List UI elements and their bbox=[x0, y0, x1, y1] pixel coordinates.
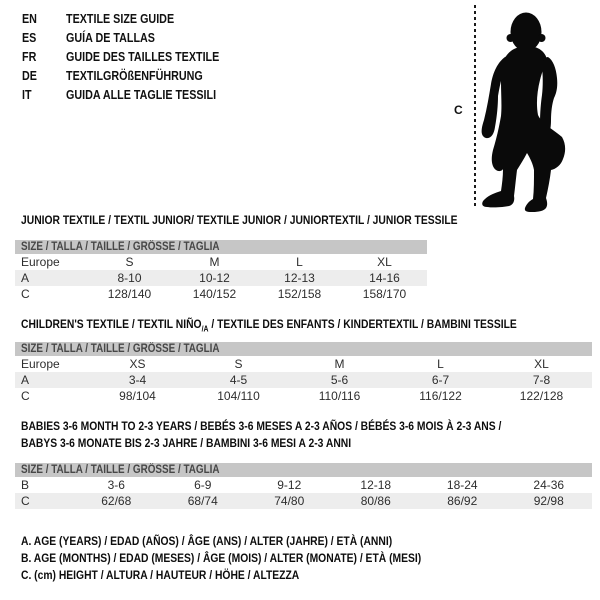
legend-line-b: B. AGE (MONTHS) / EDAD (MESES) / ÂGE (MOIS) / ALTER (MONATE) / ETÀ (MESI) bbox=[21, 551, 422, 565]
nino-a-subscript: /A bbox=[201, 324, 209, 334]
table-cell: XL bbox=[534, 357, 549, 371]
size-table-children bbox=[15, 342, 592, 404]
table-cell: S bbox=[234, 357, 243, 371]
baby-silhouette-icon bbox=[478, 0, 600, 215]
table-cell: 14-16 bbox=[369, 271, 400, 285]
section-title-babies: BABIES 3-6 MONTH TO 2-3 YEARS / BEBÉS 3-6 MESES A 2-3 AÑOS / BÉBÉS 3-6 MOIS À 2-3 ANS / BABYS 3-6 MONATE BIS 2-3 JAHRE / BAMBINI 3-6 MESI A 2-3 ANNI bbox=[21, 419, 502, 450]
table-cell: 10-12 bbox=[199, 271, 230, 285]
language-title-block bbox=[22, 9, 244, 104]
language-title: GUIDA ALLE TAGLIE TESSILI bbox=[66, 87, 217, 102]
table-cell: 6-9 bbox=[194, 478, 212, 492]
table-cell: 122/128 bbox=[519, 389, 564, 403]
table-cell: 6-7 bbox=[431, 373, 450, 387]
language-title: TEXTILE SIZE GUIDE bbox=[66, 11, 175, 26]
table-cell: 98/104 bbox=[119, 389, 156, 403]
row-label: C bbox=[21, 287, 30, 301]
language-row bbox=[22, 85, 244, 104]
table-cell: 116/122 bbox=[419, 389, 462, 403]
table-cell: 12-18 bbox=[360, 478, 392, 492]
language-code: IT bbox=[22, 87, 32, 102]
table-row bbox=[15, 477, 592, 493]
table-cell: 62/68 bbox=[101, 494, 132, 508]
table-cell: L bbox=[437, 357, 444, 371]
table-row bbox=[15, 388, 592, 404]
row-label: A bbox=[21, 271, 30, 285]
table-cell: 3-4 bbox=[128, 373, 147, 387]
language-title: GUIDE DES TAILLES TEXTILE bbox=[66, 49, 220, 64]
table-cell: L bbox=[296, 255, 303, 269]
table-cell: 86/92 bbox=[447, 494, 478, 508]
language-row bbox=[22, 28, 244, 47]
row-label: B bbox=[21, 478, 30, 492]
table-cell: 5-6 bbox=[330, 373, 349, 387]
row-label: C bbox=[21, 389, 30, 403]
size-header-bar: SIZE / TALLA / TAILLE / GRÖSSE / TAGLIA bbox=[15, 463, 592, 477]
row-label: Europe bbox=[21, 357, 60, 371]
language-title: TEXTILGRÖßENFÜHRUNG bbox=[66, 68, 203, 83]
table-cell: 158/170 bbox=[362, 287, 407, 301]
table-cell: 92/98 bbox=[533, 494, 564, 508]
table-cell: 80/86 bbox=[360, 494, 391, 508]
size-header-bar: SIZE / TALLA / TAILLE / GRÖSSE / TAGLIA bbox=[15, 342, 592, 356]
language-code: DE bbox=[22, 68, 37, 83]
table-cell: 8-10 bbox=[117, 271, 142, 285]
table-cell: 104/110 bbox=[217, 389, 260, 403]
row-label: A bbox=[21, 373, 30, 387]
size-table-junior bbox=[15, 240, 427, 302]
table-cell: M bbox=[334, 357, 345, 371]
table-cell: 140/152 bbox=[192, 287, 237, 301]
row-label: C bbox=[21, 494, 30, 508]
height-dashed-line bbox=[474, 5, 476, 208]
size-header-bar: SIZE / TALLA / TAILLE / GRÖSSE / TAGLIA bbox=[15, 240, 427, 254]
legend-line-a: A. AGE (YEARS) / EDAD (AÑOS) / ÂGE (ANS) / ALTER (JAHRE) / ETÀ (ANNI) bbox=[21, 534, 393, 548]
table-cell: M bbox=[209, 255, 220, 269]
table-cell: 4-5 bbox=[229, 373, 248, 387]
language-title: GUÍA DE TALLAS bbox=[66, 30, 155, 45]
table-cell: 12-13 bbox=[284, 271, 315, 285]
section-title-junior: JUNIOR TEXTILE / TEXTIL JUNIOR/ TEXTILE JUNIOR / JUNIORTEXTIL / JUNIOR TESSILE bbox=[21, 213, 458, 227]
legend-line-c: C. (cm) HEIGHT / ALTURA / HAUTEUR / HÖHE / ALTEZZA bbox=[21, 568, 300, 582]
table-cell: 3-6 bbox=[107, 478, 125, 492]
language-row bbox=[22, 9, 244, 28]
language-code: ES bbox=[22, 30, 37, 45]
measurement-legend bbox=[21, 534, 486, 585]
row-label: Europe bbox=[21, 255, 60, 269]
table-row bbox=[15, 493, 592, 509]
table-cell: XS bbox=[129, 357, 146, 371]
table-cell: XL bbox=[377, 255, 392, 269]
size-table-babies bbox=[15, 463, 592, 509]
table-cell: 68/74 bbox=[187, 494, 218, 508]
language-code: FR bbox=[22, 49, 37, 64]
table-cell: 24-36 bbox=[533, 478, 565, 492]
language-row bbox=[22, 66, 244, 85]
table-row bbox=[15, 356, 592, 372]
table-row bbox=[15, 286, 427, 302]
table-cell: 74/80 bbox=[274, 494, 305, 508]
table-cell: 18-24 bbox=[446, 478, 478, 492]
height-measure-figure bbox=[448, 0, 600, 216]
table-cell: 128/140 bbox=[107, 287, 152, 301]
section-title-children: CHILDREN'S TEXTILE / TEXTIL $NIÑO_{/A}$ / TEXTILE DES ENFANTS / KINDERTEXTIL / BAMBINI TESSILE bbox=[21, 317, 517, 334]
table-row bbox=[15, 254, 427, 270]
height-measure-label: C bbox=[454, 103, 463, 117]
table-row bbox=[15, 372, 592, 388]
table-cell: 152/158 bbox=[277, 287, 322, 301]
table-row bbox=[15, 270, 427, 286]
table-cell: 7-8 bbox=[532, 373, 551, 387]
table-cell: S bbox=[125, 255, 134, 269]
language-row bbox=[22, 47, 244, 66]
language-code: EN bbox=[22, 11, 37, 26]
table-cell: 9-12 bbox=[277, 478, 302, 492]
table-cell: 110/116 bbox=[318, 389, 361, 403]
